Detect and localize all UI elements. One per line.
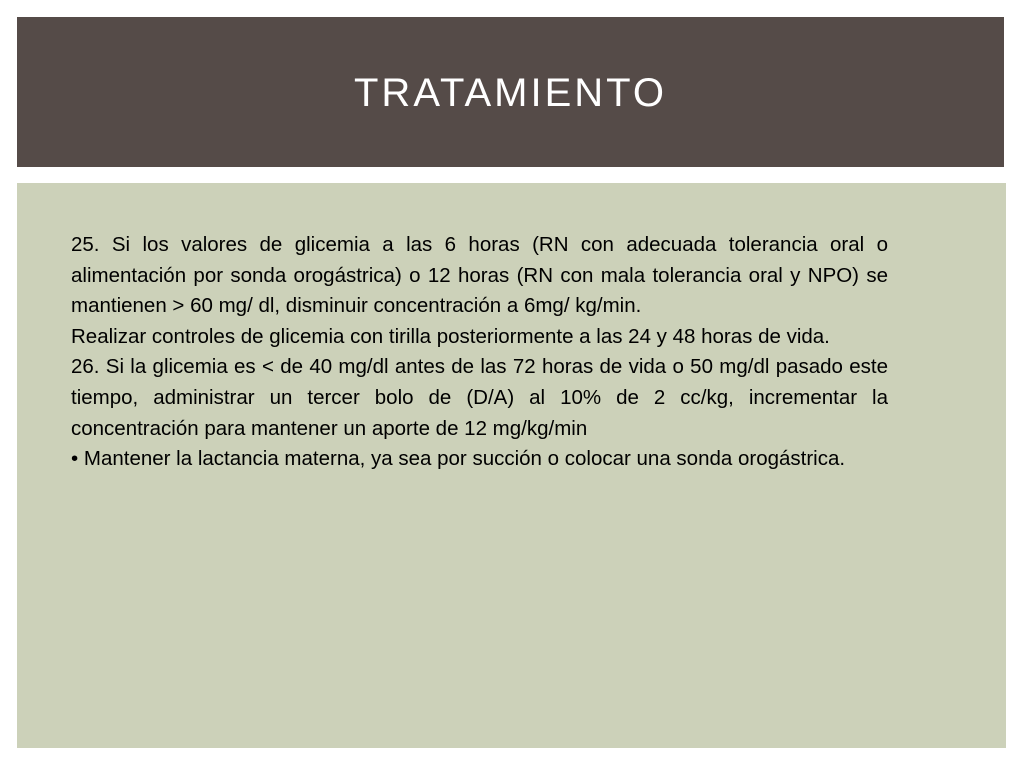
- title-bar: [17, 17, 1004, 167]
- paragraph-26: 26. Si la glicemia es < de 40 mg/dl antes de las 72 horas de vida o 50 mg/dl pasado este tiempo, administrar un tercer bolo de (D/A) al 10% de 2 cc/kg, incrementar la concentración para mantener un aporte de 12 mg/kg/min: [71, 355, 888, 440]
- paragraph-25: 25. Si los valores de glicemia a las 6 horas (RN con adecuada tolerancia oral o alimentación por sonda orogástrica) o 12 horas (RN con mala tolerancia oral y NPO) se mantienen > 60 mg/ dl, disminuir concentración a 6mg/ kg/min.: [71, 233, 888, 318]
- paragraph-controles: Realizar controles de glicemia con tirilla posteriormente a las 24 y 48 horas de vida.: [71, 324, 830, 348]
- slide-title: TRATAMIENTO: [354, 70, 667, 115]
- bullet-lactancia: • Mantener la lactancia materna, ya sea por succión o colocar una sonda orogástrica.: [71, 447, 846, 471]
- content-body: [71, 230, 888, 475]
- content-panel: [17, 183, 1006, 748]
